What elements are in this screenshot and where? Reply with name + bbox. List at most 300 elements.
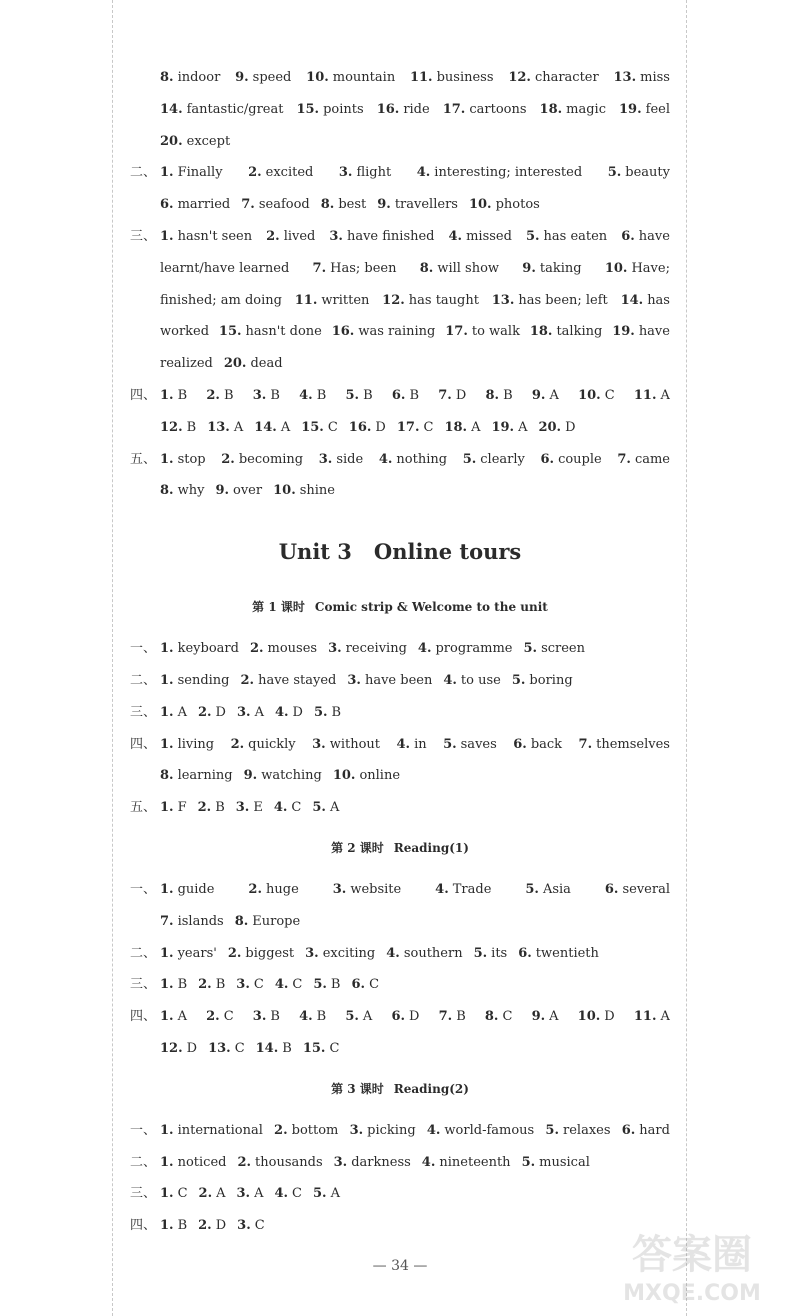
answer-item <box>160 760 233 792</box>
answer-item <box>522 1147 590 1179</box>
item-answer: Finally <box>177 165 223 181</box>
answer-item <box>333 760 400 792</box>
item-answer: B <box>215 977 226 993</box>
answer-line <box>130 62 670 94</box>
item-answer: D <box>215 704 226 720</box>
item-answer: B <box>282 1040 292 1056</box>
answer-line <box>130 475 670 507</box>
answer-item <box>160 94 283 126</box>
item-answer: to use <box>460 672 501 688</box>
item-answer: themselves <box>596 736 670 752</box>
unit-name: Online tours <box>373 539 522 565</box>
item-answer: southern <box>403 945 463 961</box>
item-answer: excited <box>265 165 314 181</box>
item-answer: have finished <box>346 228 435 244</box>
item-number: 20. <box>223 356 247 372</box>
answer-line <box>130 348 670 380</box>
item-number: 6. <box>518 945 532 961</box>
answer-item <box>526 221 607 253</box>
item-number: 4. <box>421 1154 436 1170</box>
item-number: 10. <box>332 768 356 784</box>
item-answer: C <box>291 800 302 816</box>
item-number: 5. <box>473 945 488 961</box>
item-answer: C <box>502 1009 513 1025</box>
answer-line <box>130 906 670 938</box>
item-answer: mountain <box>332 70 396 85</box>
item-answer: A <box>216 1186 226 1202</box>
item-answer: have <box>638 324 670 340</box>
answer-item <box>160 1210 187 1242</box>
item-number: 8. <box>234 913 249 929</box>
item-answer: international <box>177 1122 263 1138</box>
answer-item <box>474 938 508 970</box>
item-answer: biggest <box>245 945 295 961</box>
item-number: 8. <box>484 1009 499 1025</box>
item-answer: A <box>549 1009 559 1025</box>
answer-item <box>160 1033 197 1065</box>
item-answer: D <box>375 419 386 435</box>
item-number: 2. <box>266 228 280 244</box>
item-answer: twentieth <box>535 945 599 961</box>
item-number: 3. <box>333 1154 348 1170</box>
answer-item <box>160 697 187 729</box>
answer-item <box>491 412 527 444</box>
item-answer: boring <box>529 672 573 688</box>
answer-item <box>273 475 335 507</box>
item-number: 1. <box>160 881 174 897</box>
item-answer: seafood <box>258 197 310 213</box>
item-number: 1. <box>160 704 174 720</box>
answer-line <box>130 253 670 285</box>
item-number: 1. <box>160 165 174 181</box>
item-number: 15. <box>218 324 242 340</box>
item-number: 2. <box>197 800 212 816</box>
answer-item <box>377 94 430 126</box>
answer-item <box>312 729 380 761</box>
item-number: 6. <box>621 1122 636 1138</box>
answer-item <box>160 1115 263 1147</box>
answer-item <box>612 316 670 348</box>
item-number: 4. <box>299 1009 313 1025</box>
answer-item <box>538 412 575 444</box>
item-number: 4. <box>273 800 288 816</box>
answer-line <box>130 874 670 906</box>
item-number: 9. <box>531 387 546 403</box>
item-number: 4. <box>417 641 432 657</box>
item-answer: nineteenth <box>439 1154 511 1170</box>
answer-item <box>224 348 283 380</box>
item-answer: living <box>177 736 215 752</box>
item-number: 13. <box>491 292 515 308</box>
item-number: 5. <box>312 800 326 816</box>
answer-line <box>130 1033 670 1065</box>
section-label: 一、 <box>130 1122 157 1138</box>
item-answer: Has; been <box>330 260 397 276</box>
answer-line <box>130 412 670 444</box>
item-answer: D <box>292 704 303 720</box>
item-answer: Have; <box>631 260 670 276</box>
answer-item <box>160 938 217 970</box>
item-answer: stop <box>177 451 206 467</box>
item-number: 3. <box>236 977 250 993</box>
item-number: 5. <box>313 977 327 993</box>
item-answer: business <box>436 70 494 85</box>
item-number: 3. <box>349 1122 364 1138</box>
item-answer: came <box>634 451 670 467</box>
section-label: 四、 <box>130 1009 157 1025</box>
section-label: 三、 <box>130 704 157 720</box>
item-answer: B <box>456 1009 466 1025</box>
item-number: 1. <box>160 800 174 816</box>
item-answer: nothing <box>396 451 448 467</box>
item-number: 6. <box>351 977 366 993</box>
item-number: 1. <box>160 641 174 657</box>
answer-item <box>160 1178 188 1210</box>
item-number: 18. <box>539 101 563 117</box>
item-answer: A <box>254 704 264 720</box>
answer-item <box>198 792 225 824</box>
item-number: 14. <box>620 292 644 308</box>
item-number: 18. <box>444 419 468 435</box>
item-answer: worked <box>160 324 210 340</box>
item-answer: darkness <box>351 1154 411 1170</box>
unit-label: Unit 3 <box>278 539 352 565</box>
item-answer: A <box>660 387 670 403</box>
section-label: 四、 <box>130 1218 157 1234</box>
unit-title <box>130 521 670 583</box>
item-answer: back <box>530 736 563 752</box>
item-answer: website <box>350 881 402 897</box>
item-number: 7. <box>160 913 174 929</box>
item-answer: B <box>331 704 342 720</box>
item-answer: C <box>177 1186 188 1202</box>
answer-item <box>512 665 573 697</box>
item-answer: B <box>409 387 420 403</box>
answer-item <box>215 475 262 507</box>
answer-item <box>427 1115 534 1147</box>
answer-item <box>301 412 338 444</box>
item-answer: C <box>223 1009 234 1025</box>
item-answer: C <box>423 419 434 435</box>
answer-item <box>508 62 598 94</box>
right-margin-rule <box>686 0 687 1316</box>
answer-item <box>435 874 491 906</box>
answer-item <box>443 665 501 697</box>
item-answer: picking <box>367 1122 416 1138</box>
item-answer: A <box>330 1186 340 1202</box>
item-answer: A <box>518 419 528 435</box>
answer-item <box>350 1115 416 1147</box>
item-number: 15. <box>302 1040 326 1056</box>
item-answer: A <box>362 1009 373 1025</box>
item-number: 5. <box>345 387 360 403</box>
item-answer: except <box>186 133 231 149</box>
answer-item <box>160 285 282 317</box>
item-answer: indoor <box>177 70 221 85</box>
item-number: 15. <box>296 101 320 117</box>
section-label: 三、 <box>130 977 157 993</box>
item-number: 10. <box>306 70 329 85</box>
answer-item <box>237 1147 322 1179</box>
item-number: 3. <box>236 704 251 720</box>
answer-item <box>228 938 294 970</box>
item-answer: best <box>338 197 367 213</box>
watermark-logo <box>592 1220 792 1310</box>
item-answer: online <box>359 768 401 784</box>
item-answer: talking <box>556 324 603 340</box>
item-answer: E <box>253 800 263 816</box>
item-number: 16. <box>331 324 355 340</box>
item-number: 1. <box>160 1186 174 1202</box>
item-answer: B <box>215 800 225 816</box>
answer-item <box>198 969 225 1001</box>
item-answer: have stayed <box>258 672 337 688</box>
answer-item <box>160 189 230 221</box>
answer-item <box>339 157 391 189</box>
item-number: 7. <box>312 260 327 276</box>
answer-item <box>345 1001 372 1033</box>
answer-item <box>160 62 220 94</box>
page-number: — 34 — <box>372 1258 428 1274</box>
answer-item <box>199 1178 226 1210</box>
item-number: 5. <box>443 736 457 752</box>
answer-item <box>198 697 226 729</box>
item-number: 2. <box>198 977 212 993</box>
item-number: 1. <box>160 387 174 403</box>
answer-item <box>160 969 187 1001</box>
lesson-name: Reading(1) <box>393 840 469 855</box>
item-answer: mouses <box>267 641 318 657</box>
item-number: 1. <box>160 1009 174 1025</box>
item-answer: B <box>316 387 327 403</box>
item-answer: world-famous <box>444 1122 535 1138</box>
item-number: 2. <box>274 1122 288 1138</box>
answer-line <box>130 969 670 1001</box>
item-answer: taking <box>539 260 582 276</box>
item-answer: A <box>177 1009 187 1025</box>
answer-item <box>578 380 615 412</box>
answer-item <box>275 697 303 729</box>
item-number: 20. <box>538 419 562 435</box>
answer-item <box>235 62 291 94</box>
answer-item <box>332 316 436 348</box>
section-label: 五、 <box>130 800 157 816</box>
answer-item <box>377 189 458 221</box>
item-number: 7. <box>578 736 593 752</box>
item-answer: B <box>316 1009 327 1025</box>
item-number: 14. <box>255 1040 279 1056</box>
answer-item <box>236 792 263 824</box>
item-number: 6. <box>513 736 527 752</box>
answer-line <box>130 316 670 348</box>
item-number: 5. <box>521 1154 536 1170</box>
item-number: 19. <box>491 419 515 435</box>
item-number: 6. <box>604 881 619 897</box>
item-answer: couple <box>558 451 602 467</box>
watermark-en: MXQE.COM <box>623 1281 761 1306</box>
item-answer: screen <box>541 641 585 657</box>
item-number: 17. <box>442 101 466 117</box>
item-number: 10. <box>273 483 296 499</box>
item-number: 4. <box>274 1186 289 1202</box>
item-number: 5. <box>525 228 540 244</box>
left-margin-rule <box>112 0 113 1316</box>
section-label: 二、 <box>130 1154 157 1170</box>
item-number: 1. <box>160 736 174 752</box>
item-number: 9. <box>531 1009 546 1025</box>
answer-item <box>241 665 337 697</box>
answer-item <box>617 444 670 476</box>
answer-item <box>349 412 386 444</box>
answer-item <box>540 94 606 126</box>
item-answer: shine <box>299 483 336 499</box>
item-number: 11. <box>409 70 433 85</box>
item-answer: written <box>321 292 370 308</box>
item-number: 17. <box>445 324 468 340</box>
item-answer: lived <box>283 228 316 244</box>
item-number: 4. <box>299 387 313 403</box>
item-answer: quickly <box>248 736 296 752</box>
section-label: 四、 <box>130 387 157 403</box>
answer-item <box>303 1033 340 1065</box>
answer-item <box>438 380 466 412</box>
item-answer: B <box>177 977 188 993</box>
answer-item <box>605 253 670 285</box>
answer-item <box>397 412 434 444</box>
item-answer: photos <box>495 197 540 213</box>
answer-item <box>347 665 432 697</box>
item-number: 12. <box>508 70 531 85</box>
item-number: 18. <box>529 324 553 340</box>
answer-item <box>578 1001 615 1033</box>
item-answer: B <box>186 419 197 435</box>
item-number: 5. <box>511 672 526 688</box>
item-answer: C <box>327 419 338 435</box>
item-answer: C <box>254 1218 265 1234</box>
answer-line <box>130 126 670 158</box>
item-number: 5. <box>545 1122 559 1138</box>
answer-item <box>250 633 317 665</box>
answer-item <box>160 221 252 253</box>
answer-line <box>130 760 670 792</box>
answer-item <box>379 444 447 476</box>
lesson-heading <box>130 587 670 627</box>
item-number: 2. <box>221 451 235 467</box>
item-answer: guide <box>177 881 215 897</box>
item-number: 4. <box>386 945 400 961</box>
answer-item <box>608 157 670 189</box>
answer-item <box>391 1001 419 1033</box>
item-number: 16. <box>376 101 400 117</box>
item-number: 4. <box>274 704 289 720</box>
answer-item <box>386 938 462 970</box>
item-number: 19. <box>619 101 642 117</box>
item-answer: C <box>604 387 615 403</box>
item-number: 3. <box>235 800 250 816</box>
item-number: 14. <box>160 101 183 117</box>
item-number: 5. <box>345 1009 359 1025</box>
answer-item <box>443 94 527 126</box>
answer-line <box>130 729 670 761</box>
answer-item <box>160 792 187 824</box>
answer-item <box>485 1001 513 1033</box>
item-answer: B <box>270 1009 280 1025</box>
item-number: 9. <box>235 70 249 85</box>
item-answer: D <box>409 1009 420 1025</box>
answer-item <box>443 729 497 761</box>
answer-item <box>160 1147 226 1179</box>
answer-item <box>444 412 480 444</box>
item-answer: B <box>330 977 341 993</box>
answer-item <box>160 874 214 906</box>
item-number: 4. <box>274 977 289 993</box>
answer-item <box>248 157 313 189</box>
answer-item <box>333 874 401 906</box>
item-number: 15. <box>301 419 324 435</box>
item-number: 4. <box>443 672 457 688</box>
item-answer: B <box>503 387 513 403</box>
section-label: 二、 <box>130 165 157 181</box>
answer-item <box>256 1033 292 1065</box>
item-number: 5. <box>607 165 622 181</box>
answer-item <box>275 969 303 1001</box>
item-answer: missed <box>466 228 512 244</box>
item-number: 9. <box>243 768 258 784</box>
item-number: 2. <box>248 165 262 181</box>
answer-item <box>198 1210 226 1242</box>
item-answer: fantastic/great <box>186 101 284 117</box>
item-answer: A <box>660 1009 670 1025</box>
item-number: 1. <box>160 672 174 688</box>
answer-item <box>206 380 233 412</box>
item-number: 3. <box>338 165 353 181</box>
item-number: 8. <box>419 260 434 276</box>
answer-item <box>253 1001 280 1033</box>
item-number: 2. <box>206 1009 220 1025</box>
item-answer: D <box>186 1040 198 1056</box>
item-number: 3. <box>328 641 342 657</box>
lesson-number: 第 3 课时 <box>331 1081 384 1096</box>
item-number: 4. <box>396 736 411 752</box>
section-label: 一、 <box>130 881 157 897</box>
answer-item <box>248 874 298 906</box>
section-label: 五、 <box>130 451 157 467</box>
answer-item <box>621 221 670 253</box>
item-answer: years' <box>177 945 217 961</box>
answer-item <box>449 221 512 253</box>
answer-item <box>160 475 204 507</box>
answer-line <box>130 792 670 824</box>
answer-item <box>160 253 289 285</box>
answer-item <box>545 1115 610 1147</box>
section-label: 二、 <box>130 945 157 961</box>
item-number: 12. <box>382 292 405 308</box>
item-number: 2. <box>248 881 262 897</box>
answer-item <box>422 1147 511 1179</box>
answer-line <box>130 94 670 126</box>
answer-item <box>160 316 209 348</box>
answer-item <box>319 444 363 476</box>
answer-item <box>231 729 296 761</box>
item-number: 4. <box>378 451 393 467</box>
item-answer: ride <box>403 101 430 117</box>
item-answer: relaxes <box>563 1122 611 1138</box>
item-number: 19. <box>612 324 635 340</box>
item-number: 1. <box>160 1154 174 1170</box>
item-answer: hasn't seen <box>177 228 253 244</box>
answer-item <box>469 189 540 221</box>
answer-item <box>274 792 302 824</box>
